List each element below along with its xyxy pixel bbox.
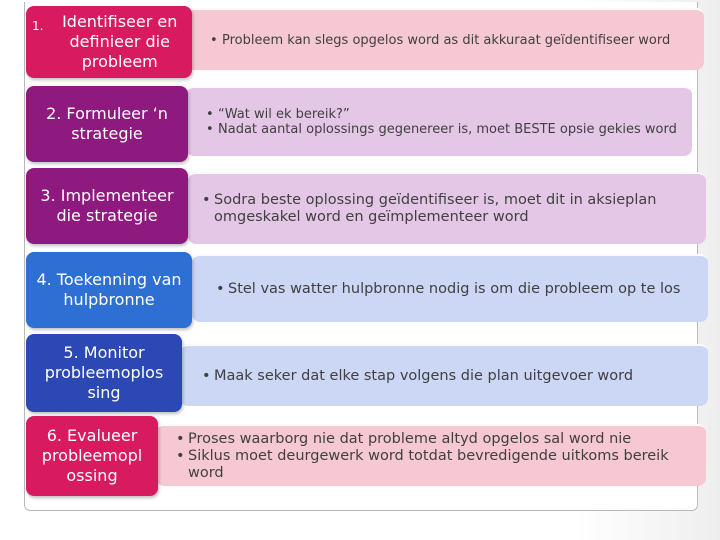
description-bullet: • Probleem kan slegs opgelos word as dit akkuraat geïdentifiseer word: [210, 33, 670, 48]
description-panel-5: [180, 344, 708, 406]
step-label-1: Identifiseer en definieer die probleem: [62, 12, 178, 71]
description-bullet: • Sodra beste oplossing geïdentifiseer is, moet dit in aksieplan omgeskakel word en geïmplementeer word: [202, 192, 676, 226]
description-bullet: • Nadat aantal oplossings gegenereer is, moet BESTE opsie gekies word: [206, 122, 677, 137]
description-bullet: • “Wat wil ek bereik?”: [206, 107, 677, 122]
step-box-6: [26, 416, 158, 496]
step-box-3: [26, 168, 188, 244]
description-panel-6: [156, 424, 706, 486]
step-number: 1.: [32, 19, 44, 33]
description-panel-1: [186, 8, 704, 70]
description-bullet: • Siklus moet deurgewerk word totdat bevredigende uitkoms bereik word: [176, 448, 688, 482]
description-list-3: [202, 192, 676, 226]
step-box-5: [26, 334, 182, 412]
description-panel-4: [192, 254, 708, 322]
step-box-4: [26, 252, 192, 328]
description-list-4: [216, 281, 680, 298]
step-label-6: 6. Evalueer probleemopl ossing: [41, 426, 143, 485]
description-panel-3: [188, 172, 706, 244]
description-bullet: • Proses waarborg nie dat probleme altyd opgelos sal word nie: [176, 431, 688, 448]
description-list-6: [176, 431, 688, 482]
step-box-1: [26, 6, 192, 78]
description-bullet: • Stel vas watter hulpbronne nodig is om die probleem op te los: [216, 281, 680, 298]
description-bullet: • Maak seker dat elke stap volgens die plan uitgevoer word: [202, 368, 633, 385]
step-label-2: 2. Formuleer ‘n strategie: [46, 104, 168, 143]
step-label-3: 3. Implementeer die strategie: [40, 186, 174, 225]
step-label-4: 4. Toekenning van hulpbronne: [36, 270, 182, 309]
step-label-5: 5. Monitor probleemoplos sing: [44, 343, 164, 402]
description-list-5: [202, 368, 633, 385]
description-list-2: [206, 107, 677, 137]
description-panel-2: [186, 86, 692, 156]
description-list-1: [210, 33, 670, 48]
step-box-2: [26, 86, 188, 162]
